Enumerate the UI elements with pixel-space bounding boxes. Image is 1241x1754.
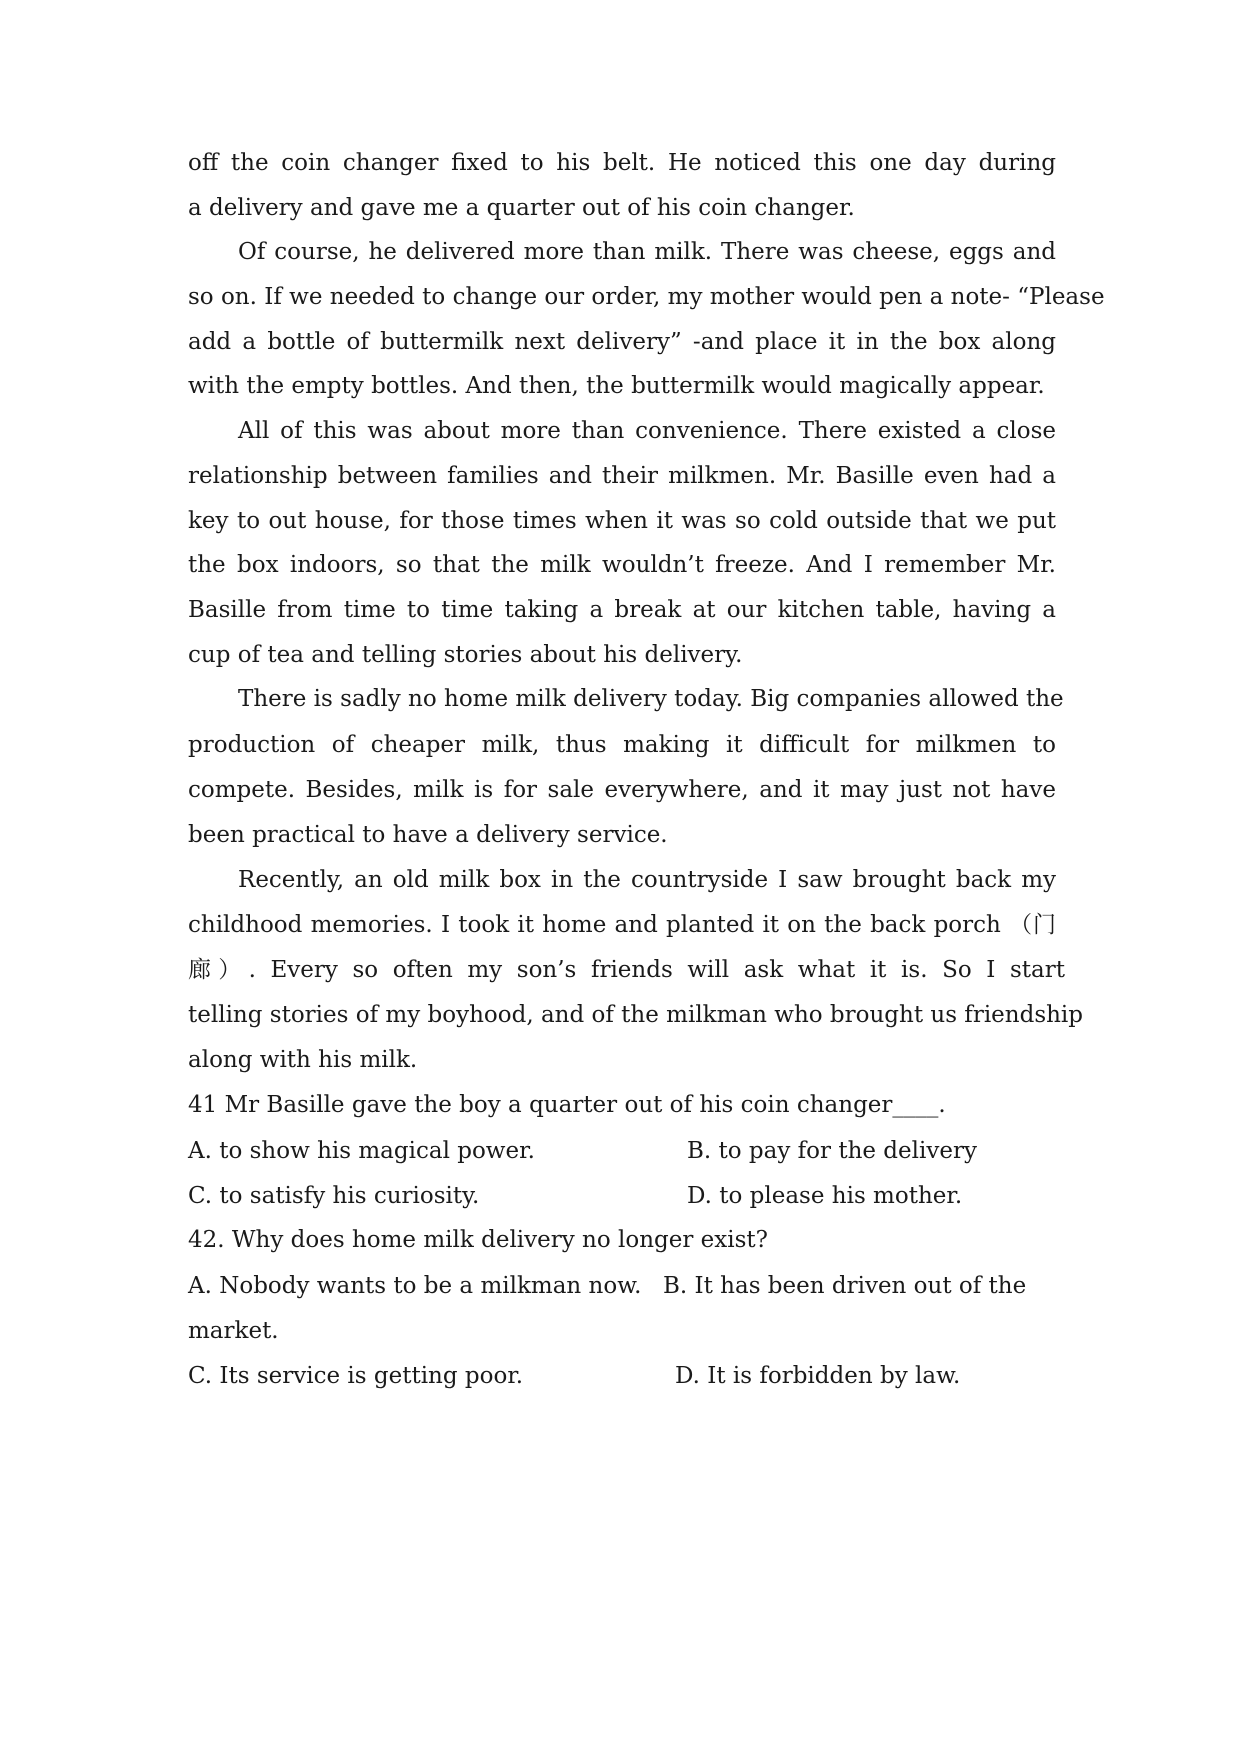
passage-line: production of cheaper milk, thus making it difficult for milkmen to xyxy=(188,732,1056,758)
passage-line: childhood memories. I took it home and planted it on the back porch （门 xyxy=(188,912,1056,938)
passage-line: key to out house, for those times when it was so cold outside that we put xyxy=(188,508,1056,534)
passage-line: the box indoors, so that the milk wouldn’t freeze. And I remember Mr. xyxy=(188,552,1056,578)
passage-line: All of this was about more than convenience. There existed a close xyxy=(238,418,1056,444)
passage-line: relationship between families and their milkmen. Mr. Basille even had a xyxy=(188,463,1056,489)
passage-line: a delivery and gave me a quarter out of his coin changer. xyxy=(188,195,855,221)
question-41-option-c: C. to satisfy his curiosity. xyxy=(188,1183,480,1209)
question-42-option-a: A. Nobody wants to be a milkman now. xyxy=(188,1273,642,1299)
passage-line: Recently, an old milk box in the countryside I saw brought back my xyxy=(238,867,1056,893)
passage-line: so on. If we needed to change our order, my mother would pen a note- “Please xyxy=(188,284,1105,310)
passage-line: cup of tea and telling stories about his delivery. xyxy=(188,642,743,668)
question-41-option-a: A. to show his magical power. xyxy=(188,1138,535,1164)
question-41-option-b: B. to pay for the delivery xyxy=(687,1138,977,1164)
question-42-option-b-continued: market. xyxy=(188,1318,279,1344)
passage-line: add a bottle of buttermilk next delivery” -and place it in the box along xyxy=(188,329,1056,355)
passage-line: 廊）. Every so often my son’s friends will ask what it is. So I start xyxy=(188,957,1065,983)
question-42-stem: 42. Why does home milk delivery no longer exist? xyxy=(188,1227,768,1253)
question-41-stem: 41 Mr Basille gave the boy a quarter out of his coin changer____. xyxy=(188,1092,946,1118)
passage-line: compete. Besides, milk is for sale everywhere, and it may just not have xyxy=(188,777,1056,803)
passage-line: telling stories of my boyhood, and of the milkman who brought us friendship xyxy=(188,1002,1084,1028)
question-42-option-d: D. It is forbidden by law. xyxy=(675,1363,961,1389)
question-42-option-b: B. It has been driven out of the xyxy=(663,1273,1027,1299)
question-41-option-d: D. to please his mother. xyxy=(687,1183,963,1209)
passage-line: Basille from time to time taking a break at our kitchen table, having a xyxy=(188,597,1056,623)
passage-line: been practical to have a delivery service. xyxy=(188,822,668,848)
passage-line: There is sadly no home milk delivery today. Big companies allowed the xyxy=(238,686,1064,712)
question-42-option-c: C. Its service is getting poor. xyxy=(188,1363,524,1389)
passage-line: along with his milk. xyxy=(188,1047,418,1073)
passage-line: Of course, he delivered more than milk. There was cheese, eggs and xyxy=(238,239,1056,265)
passage-line: off the coin changer fixed to his belt. He noticed this one day during xyxy=(188,150,1056,176)
passage-line: with the empty bottles. And then, the buttermilk would magically appear. xyxy=(188,373,1045,399)
